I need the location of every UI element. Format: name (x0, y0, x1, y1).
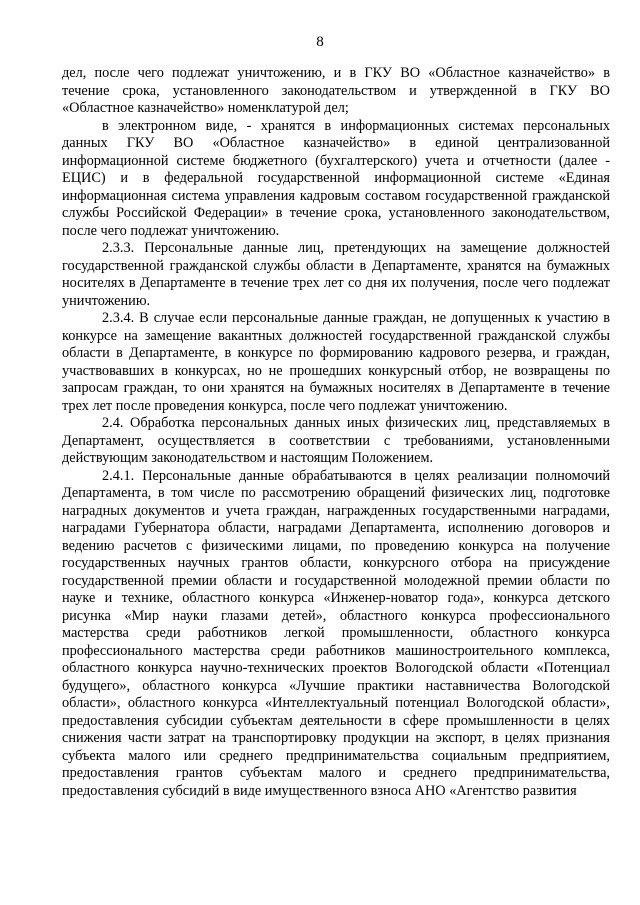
paragraph-2-3-3: 2.3.3. Персональные данные лиц, претендующих на замещение должностей государственной гражданской службы области в Департаменте, хранятся на бумажных носителях в Департаменте в течение трех лет со дня их получения, после чего подлежат уничтожению. (62, 240, 610, 309)
document-body (62, 65, 610, 800)
page-number: 8 (316, 34, 324, 50)
paragraph-2-4-1: 2.4.1. Персональные данные обрабатываются в целях реализации полномочий Департамента, в том числе по рассмотрению обращений физических лиц, подготовке наградных документов и учета граждан, награжденных государственными наградами, наградами Губернатора области, наградами Департамента, исполнению договоров и ведению расчетов с физическими лицами, по проведению конкурса на получение государственных научных грантов области, конкурсного отбора на присуждение государственной премии области и государственной молодежной премии области по науке и технике, областного конкурса «Инженер-новатор года», конкурса детского рисунка «Мир науки глазами детей», областного конкурса профессионального мастерства среди работников легкой промышленности, областного конкурса профессионального мастерства среди работников машиностроительного комплекса, областного конкурса научно-технических проектов Вологодской области «Потенциал будущего», областного конкурса «Лучшие практики наставничества Вологодской области», областного конкурса «Интеллектуальный потенциал Вологодской области», предоставления субсидии субъектам деятельности в сфере промышленности в целях снижения части затрат на транспортировку продукции на экспорт, в целях признания субъекта малого или среднего предпринимательства социальным предприятием, предоставления грантов субъектам малого и среднего предпринимательства, предоставления субсидий в виде имущественного взноса АНО «Агентство развития (62, 467, 610, 799)
paragraph-2-3-4: 2.3.4. В случае если персональные данные граждан, не допущенных к участию в конкурсе на замещение вакантных должностей государственной гражданской службы области в Департаменте, в конкурсе по формированию кадрового резерва, и граждан, участвовавших в конкурсах, но не прошедших конкурсный отбор, не возвращены по запросам граждан, то они хранятся на бумажных носителях в Департаменте в течение трех лет после проведения конкурса, после чего подлежат уничтожению. (62, 310, 610, 414)
paragraph-electronic-storage: в электронном виде, - хранятся в информационных системах персональных данных ГКУ ВО «Областное казначейство» в единой централизованной информационной системе бюджетного (бухгалтерского) учета и отчетности (далее - ЕЦИС) и в федеральной государственной информационной системе «Единая информационная система управления кадровым составом государственной гражданской службы Российской Федерации» в течение срока, установленного законодательством, после чего подлежат уничтожению. (62, 117, 610, 239)
paragraph-continuation: дел, после чего подлежат уничтожению, и в ГКУ ВО «Областное казначейство» в течение срока, установленного законодательством и утвержденной в ГКУ ВО «Областное казначейство» номенклатурой дел; (62, 65, 610, 116)
paragraph-2-4: 2.4. Обработка персональных данных иных физических лиц, представляемых в Департамент, осуществляется в соответствии с требованиями, установленными действующим законодательством и настоящим Положением. (62, 415, 610, 466)
